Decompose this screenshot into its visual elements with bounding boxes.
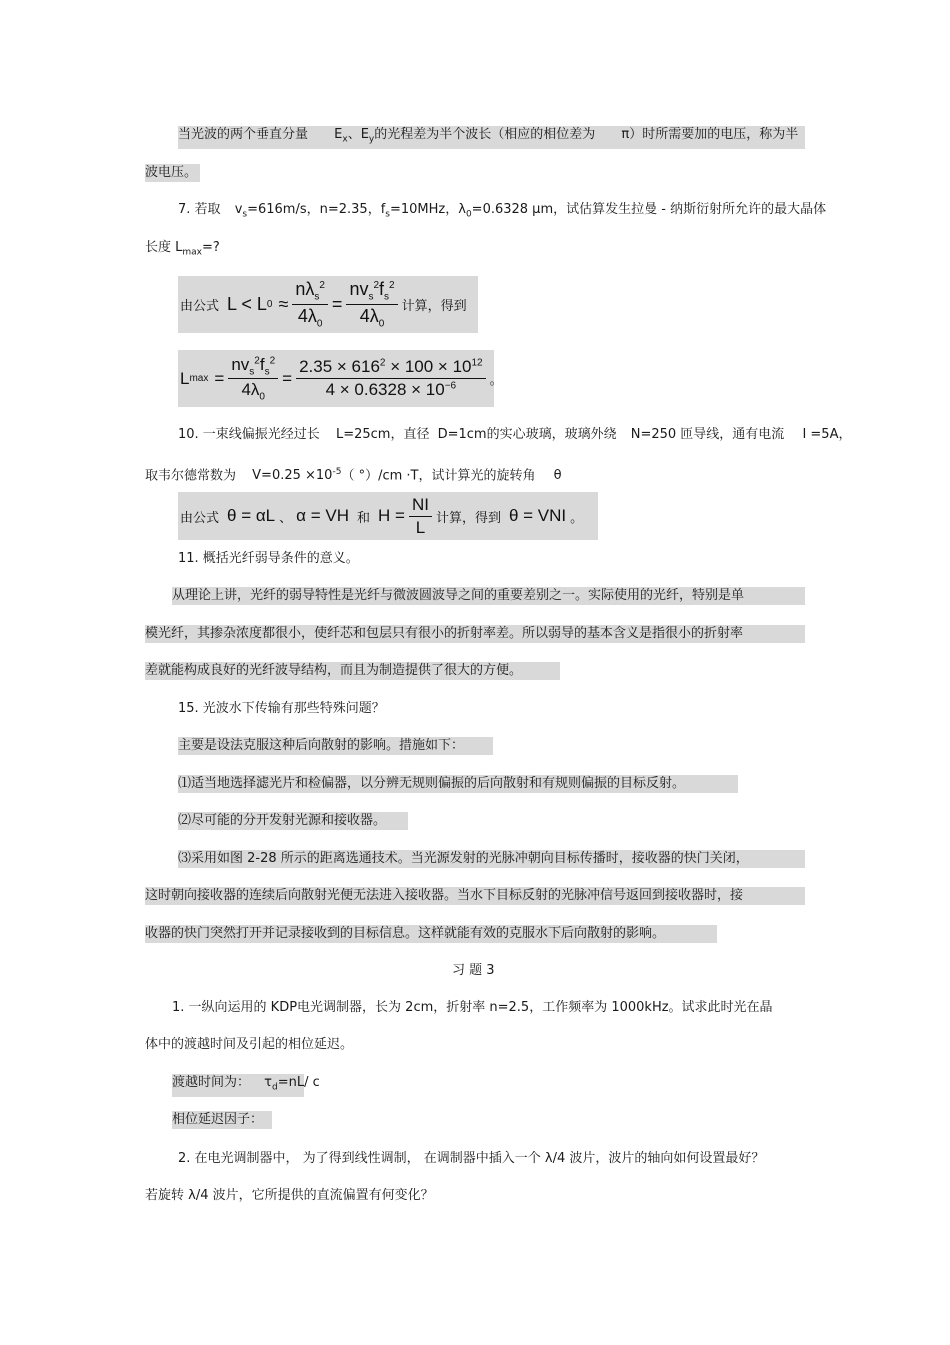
symbol-v: v: [234, 202, 243, 217]
exercise-1-line-1: [172, 999, 773, 1017]
question-15: [178, 700, 385, 718]
text: 取韦尔德常数为: [145, 468, 237, 484]
subscript: max: [189, 373, 209, 384]
text: ⑵尽可能的分开发射光源和接收器。: [178, 813, 387, 828]
text: 模光纤，其掺杂浓度都很小，使纤芯和包层只有很小的折射率差。所以弱导的基本含义是指很小的折射率: [145, 626, 744, 641]
superscript: 2: [373, 280, 380, 292]
superscript: 2: [254, 354, 260, 366]
subscript: s: [242, 209, 248, 220]
text: （ °）/cm ·T，试计算光的旋转角: [341, 468, 536, 484]
text: V=0.25 ×10: [252, 468, 333, 484]
exercise-1-answer-phase: [172, 1111, 272, 1129]
exercise-1-line-2: [145, 1036, 353, 1054]
subscript: max: [182, 247, 202, 258]
question-7: [178, 201, 826, 224]
answer-11-line-2: [145, 625, 805, 643]
subscript: x: [342, 134, 348, 145]
text: 若旋转 λ/4 波片，它所提供的直流偏置有何变化？: [145, 1188, 434, 1203]
text: 收器的快门突然打开并记录接收到的目标信息。这样就能有效的克服水下后向散射的影响。: [145, 926, 666, 941]
fraction-2: [346, 279, 397, 329]
symbol-pi: π: [621, 127, 630, 142]
text: ）时所需要加的电压，称为半: [629, 127, 799, 142]
question-7-cont: [145, 239, 220, 262]
denominator: 4λ: [241, 380, 260, 399]
subscript: s: [264, 366, 270, 377]
fraction-1: [292, 279, 328, 329]
denominator: 4λ: [359, 306, 379, 326]
text: 10. 一束线偏振光经过长: [178, 427, 320, 442]
subscript: s: [368, 292, 374, 303]
equals-sign: =: [331, 294, 343, 314]
numerator-f: f: [259, 354, 265, 374]
paragraph-halfwave-end: [145, 164, 200, 182]
superscript: -5: [332, 467, 342, 477]
subscript: s: [314, 292, 320, 303]
answer-15-line-6: [145, 925, 717, 943]
question-10: [178, 426, 851, 444]
answer-11-line-1: [172, 587, 805, 605]
equals-sign: =: [282, 368, 293, 388]
numerator: NI: [409, 495, 432, 517]
formula-lead: 由公式: [180, 299, 220, 314]
formula-box-rotation: [178, 492, 598, 540]
symbol-ex: E: [334, 127, 343, 142]
formula-term: L < L: [227, 294, 267, 314]
equals-sign: =: [214, 368, 225, 388]
subscript: s: [385, 209, 390, 220]
exercise-1-answer-transit: [172, 1074, 320, 1097]
numerator-f: f: [379, 279, 385, 300]
text: 波电压。: [145, 165, 198, 180]
section-title: [452, 962, 495, 980]
fraction-1: [228, 355, 278, 403]
formula-tail: 计算，得到: [435, 510, 501, 526]
subscript: s: [249, 366, 255, 377]
text: =616m/s，n=2.35，f: [247, 202, 386, 217]
formula-box-lmax-value: [178, 350, 503, 407]
text: =0.6328 μm，试估算发生拉曼 - 纳斯衍射所允许的最大晶体: [471, 202, 827, 217]
text: 这时朝向接收器的连续后向散射光便无法进入接收器。当水下目标反射的光脉冲信号返回到接收器时，接: [145, 888, 744, 903]
superscript: 12: [471, 357, 483, 369]
superscript: −6: [444, 380, 457, 392]
text: =?: [202, 240, 220, 255]
numerator: nλ: [295, 279, 315, 300]
text: =nL/ c: [277, 1075, 320, 1090]
text: 7. 若取: [178, 202, 221, 217]
formula-term: α = VH: [296, 506, 349, 525]
subscript: s: [384, 292, 390, 303]
text: 主要是设法克服这种后向散射的影响。措施如下：: [178, 738, 465, 753]
text: 相位延迟因子：: [172, 1112, 264, 1127]
formula-term: H =: [378, 506, 405, 525]
approx-sign: ≈: [278, 294, 289, 314]
denominator: 4λ: [297, 306, 317, 326]
subscript: 0: [465, 209, 472, 220]
fraction-2: [296, 357, 486, 400]
answer-15-line-3: [178, 812, 408, 830]
text: 11. 概括光纤弱导条件的意义。: [178, 551, 359, 566]
question-10-cont: [145, 463, 562, 485]
denominator: L: [415, 517, 426, 537]
symbol-theta: θ: [553, 468, 562, 484]
denominator: 4 × 0.6328 × 10: [325, 380, 445, 399]
numerator-rest: × 100 × 10: [385, 357, 472, 376]
numerator: nv: [349, 279, 369, 300]
superscript: 2: [389, 280, 395, 292]
conjunction: 和: [356, 510, 370, 526]
formula-term: θ = αL: [227, 506, 276, 525]
subscript: y: [368, 134, 375, 145]
text: 15. 光波水下传输有那些特殊问题？: [178, 701, 385, 716]
period: 。: [489, 373, 503, 388]
answer-15-line-5: [145, 887, 805, 905]
text: L=25cm，直径: [335, 427, 430, 442]
text: ⑴适当地选择滤光片和检偏器，以分辨无规则偏振的后向散射和有规则偏振的目标反射。: [178, 776, 686, 791]
subscript: 0: [266, 299, 273, 310]
answer-11-line-3: [145, 662, 560, 680]
paragraph-halfwave-definition: [178, 126, 805, 149]
text: D=1cm的实心玻璃，玻璃外绕: [437, 427, 617, 442]
text: N=250 匝导线，通有电流: [630, 427, 785, 442]
exercise-2-line-2: [145, 1187, 434, 1205]
question-11: [178, 550, 359, 568]
fraction: [409, 495, 432, 538]
formula-term: L: [180, 368, 190, 388]
text: 从理论上讲，光纤的弱导特性是光纤与微波圆波导之间的重要差别之一。实际使用的光纤，特别是单: [172, 588, 745, 603]
text: 当光波的两个垂直分量: [178, 127, 309, 142]
answer-15-line-2: [178, 775, 738, 793]
text: 渡越时间为：: [172, 1075, 251, 1090]
period: 。: [570, 510, 584, 526]
text: 1. 一纵向运用的 KDP电光调制器，长为 2cm，折射率 n=2.5，工作频率为 1000kHz。试求此时光在晶: [172, 1000, 773, 1015]
subscript: 0: [378, 318, 385, 330]
answer-15-line-1: [178, 737, 493, 755]
formula-box-lmax-bound: [178, 276, 478, 333]
exercise-2-line-1: [178, 1150, 764, 1168]
text: 的光程差为半个波长（相应的相位差为: [374, 127, 596, 142]
symbol-tau: τ: [264, 1075, 272, 1090]
separator: 、: [279, 510, 293, 526]
superscript: 2: [379, 357, 386, 369]
subscript: d: [271, 1082, 278, 1093]
symbol-ey: 、E: [347, 127, 369, 142]
superscript: 2: [269, 354, 276, 366]
superscript: 2: [319, 280, 325, 292]
subscript: 0: [259, 391, 265, 403]
formula-tail: 计算，得到: [401, 299, 467, 314]
text: 体中的渡越时间及引起的相位延迟。: [145, 1037, 354, 1052]
subscript: 0: [316, 318, 323, 330]
text: 长度 L: [145, 240, 183, 255]
text: 差就能构成良好的光纤波导结构，而且为制造提供了很大的方便。: [145, 663, 523, 678]
formula-term: θ = VNI: [508, 506, 567, 525]
text: 习 题 3: [452, 963, 495, 978]
text: 2. 在电光调制器中， 为了得到线性调制， 在调制器中插入一个 λ/4 波片，波片的轴向如何设置最好？: [178, 1151, 765, 1166]
text: ⑶采用如图 2-28 所示的距离选通技术。当光源发射的光脉冲朝向目标传播时，接收器的快门关闭，: [178, 851, 749, 866]
text: I =5A，: [802, 427, 852, 442]
formula-lead: 由公式: [180, 510, 220, 526]
numerator: 2.35 × 616: [299, 357, 380, 376]
text: =10MHz，λ: [389, 202, 466, 217]
numerator: nv: [231, 354, 250, 374]
answer-15-line-4: [178, 850, 805, 868]
